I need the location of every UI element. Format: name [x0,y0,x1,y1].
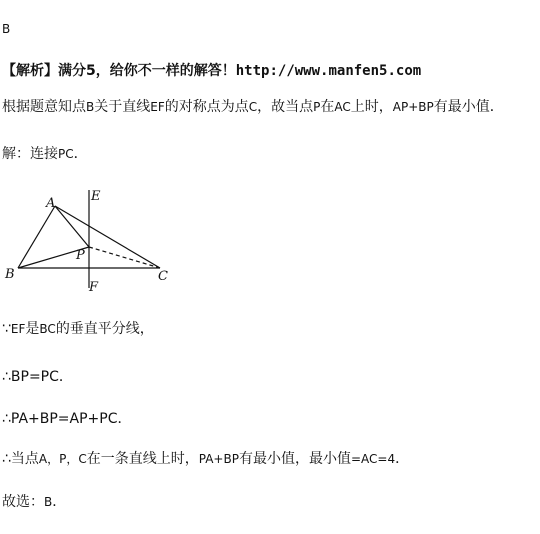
step4-points: A，P，C [38,452,87,466]
point-p: P [313,100,321,114]
final-answer-label: 故选： [2,494,44,510]
final-answer-period: ． [52,494,67,510]
step1-text-b: 的垂直平分线， [55,321,154,337]
header-score-text: 满分5，给你不一样的解答！ [58,63,236,79]
analysis-text-6: 上时， [350,99,393,115]
step1-bc: BC [39,322,56,336]
step4-value: =AC=4 [350,452,396,466]
step4-text-b: 在一条直线上时， [86,451,199,467]
point-c: C [248,100,258,114]
label-b: B [5,267,15,282]
segment-ap [55,206,89,247]
step-sum-equality: ∴PA+BP=AP+PC． [2,411,132,427]
header-bracket: 【解析】 [2,63,58,79]
label-p: P [76,248,85,263]
step1-text-a: 是 [25,321,40,337]
label-e: E [91,189,101,204]
segment-ac-figure [55,206,160,268]
step4-text-d: ． [395,451,410,467]
label-a: A [46,196,56,211]
analysis-text-4: ，故当点 [257,99,314,115]
point-b: B [86,100,95,114]
segment-pc: PC [58,147,74,161]
step4-text-c: 有最小值，最小值 [238,451,351,467]
line-ef: EF [150,100,165,114]
final-answer-choice: B [44,495,53,509]
step-bp-equals-pc: ∴BP=PC． [2,369,73,385]
solution-text-2: ． [73,146,88,162]
step4-text-a: ∴当点 [2,451,39,467]
segment-pc-dashed [89,247,160,268]
final-answer [2,493,66,511]
label-c: C [158,269,168,284]
step4-expression: PA+BP [198,452,239,466]
segment-ac: AC [334,100,351,114]
header-url: http://www.manfen5.com [235,63,422,79]
label-f: F [89,280,99,295]
step-minimum [2,450,409,468]
analysis-text-3: 的对称点为点 [164,99,249,115]
because-symbol: ∵ [2,321,11,337]
answer-letter: B [2,22,11,36]
solution-text-1: 解：连接 [2,146,58,162]
analysis-text-7: 有最小值． [433,99,504,115]
step-perpendicular-bisector [2,320,154,338]
analysis-text-2: 关于直线 [94,99,151,115]
expression-ap-bp: AP+BP [392,100,434,114]
analysis-text-1: 根据题意知点 [2,99,86,115]
analysis-text-5: 在 [320,99,335,115]
step1-ef: EF [10,322,26,336]
